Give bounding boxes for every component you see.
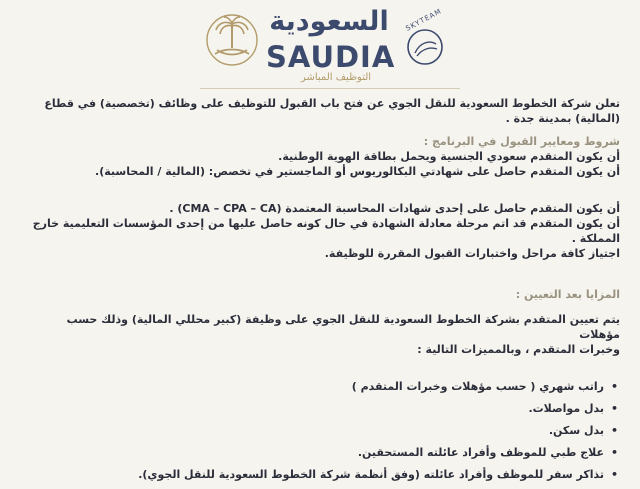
benefit-item: • بدل سكن. (28, 423, 604, 438)
requirement-item: أن يكون المتقدم حاصل على شهادتي البكالوريوس أو الماجستير في تخصص: (المالية / المحاسبة). (95, 165, 620, 178)
benefit-item: • بدل مواصلات. (28, 401, 604, 416)
benefits-intro-line-2: وخبرات المتقدم ، وبالمميزات التالية : (417, 343, 620, 356)
palm-swords-emblem-icon (206, 12, 258, 68)
intro-line-1: تعلن شركة الخطوط السعودية للنقل الجوي عن فتح باب القبول للتوظيف على وظائف (تخصصية) في قطاع (44, 97, 620, 110)
benefit-item: • علاج طبي للموظف وأفراد عائلته المستحقين. (28, 445, 604, 460)
requirement-item: أن يكون المتقدم قد اتم مرحلة معادلة الشهادة في حال كونه حاصل عليها من إحدى المؤسسات التعليمية خارج المملكة . (32, 217, 620, 245)
announcement-body (28, 96, 620, 489)
benefits-intro-line-1: يتم تعيين المتقدم بشركة الخطوط السعودية للنقل الجوي على وظيفة (كبير محللي المالية) وذلك حسب مؤهلات (66, 313, 620, 341)
direct-recruitment-tagline: التوظيف المباشر (300, 72, 372, 83)
benefit-item: • تذاكر سفر للموظف وأفراد عائلته (وفق أنظمة شركة الخطوط السعودية للنقل الجوي). (28, 467, 604, 482)
skyteam-label: SKYTEAM (404, 7, 444, 33)
requirement-item: أن يكون المتقدم حاصل على إحدى شهادات المحاسبة المعتمدة (CMA – CPA – CA) . (169, 202, 620, 215)
header (0, 0, 640, 92)
intro-line-2: (المالية) بمدينة جدة . (505, 112, 620, 125)
brand-name-english: SAUDIA (266, 40, 396, 74)
skyteam-logo-icon (400, 22, 450, 72)
benefits-list (28, 379, 620, 482)
spacer (28, 261, 620, 287)
brand-name-arabic: السعودية (269, 6, 389, 37)
requirement-item: أن يكون المتقدم سعودي الجنسية ويحمل بطاقة الهوية الوطنية. (278, 150, 620, 163)
spacer (28, 357, 620, 379)
benefits-heading: المزايا بعد التعيين : (515, 288, 620, 301)
benefit-item: • راتب شهري ( حسب مؤهلات وخبرات المتقدم ) (28, 379, 604, 394)
announcement-intro (28, 96, 620, 126)
requirement-item: اجتياز كافة مراحل واختبارات القبول المقررة للوظيفة. (324, 247, 620, 260)
spacer (28, 302, 620, 312)
header-divider (200, 88, 460, 89)
requirements-heading: شروط ومعايير القبول في البرنامج : (423, 135, 620, 148)
spacer (28, 179, 620, 201)
